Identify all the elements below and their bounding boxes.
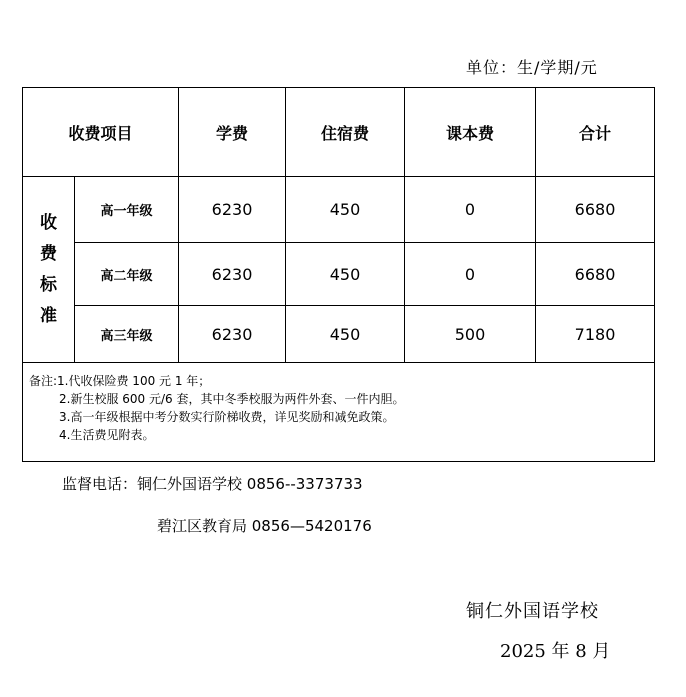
note-line: 2.新生校服 600 元/6 套，其中冬季校服为两件外套、一件内胆。 <box>59 392 405 406</box>
total-cell: 7180 <box>536 306 655 363</box>
table-row <box>23 177 655 243</box>
header-textbook: 课本费 <box>405 88 536 177</box>
header-accommodation: 住宿费 <box>286 88 405 177</box>
notes-cell <box>23 363 655 462</box>
signature-date: 2025 年 8 月 <box>500 641 611 662</box>
fee-standard-label: 收 费 标 准 <box>23 177 75 363</box>
supervision-phone-bureau: 碧江区教育局 0856—5420176 <box>157 517 372 535</box>
total-cell: 6680 <box>536 177 655 243</box>
header-total: 合计 <box>536 88 655 177</box>
unit-note: 单位：生/学期/元 <box>466 58 598 77</box>
signature-school: 铜仁外国语学校 <box>466 601 599 622</box>
total-cell: 6680 <box>536 243 655 306</box>
note-line: 3.高一年级根据中考分数实行阶梯收费，详见奖励和减免政策。 <box>59 410 395 424</box>
fee-table <box>22 87 655 462</box>
textbook-cell: 0 <box>405 243 536 306</box>
accommodation-cell: 450 <box>286 243 405 306</box>
table-row <box>23 243 655 306</box>
grade-cell: 高二年级 <box>75 243 179 306</box>
tuition-cell: 6230 <box>179 177 286 243</box>
notes-row <box>23 363 655 462</box>
table-row <box>23 306 655 363</box>
tuition-cell: 6230 <box>179 306 286 363</box>
header-tuition: 学费 <box>179 88 286 177</box>
supervision-phone-school: 监督电话：铜仁外国语学校 0856--3373733 <box>62 475 363 493</box>
note-line: 4.生活费见附表。 <box>59 428 155 442</box>
grade-cell: 高一年级 <box>75 177 179 243</box>
textbook-cell: 0 <box>405 177 536 243</box>
tuition-cell: 6230 <box>179 243 286 306</box>
note-line: 备注:1.代收保险费 100 元 1 年； <box>29 374 211 388</box>
textbook-cell: 500 <box>405 306 536 363</box>
grade-cell: 高三年级 <box>75 306 179 363</box>
header-item: 收费项目 <box>23 88 179 177</box>
accommodation-cell: 450 <box>286 306 405 363</box>
table-header-row <box>23 88 655 177</box>
accommodation-cell: 450 <box>286 177 405 243</box>
